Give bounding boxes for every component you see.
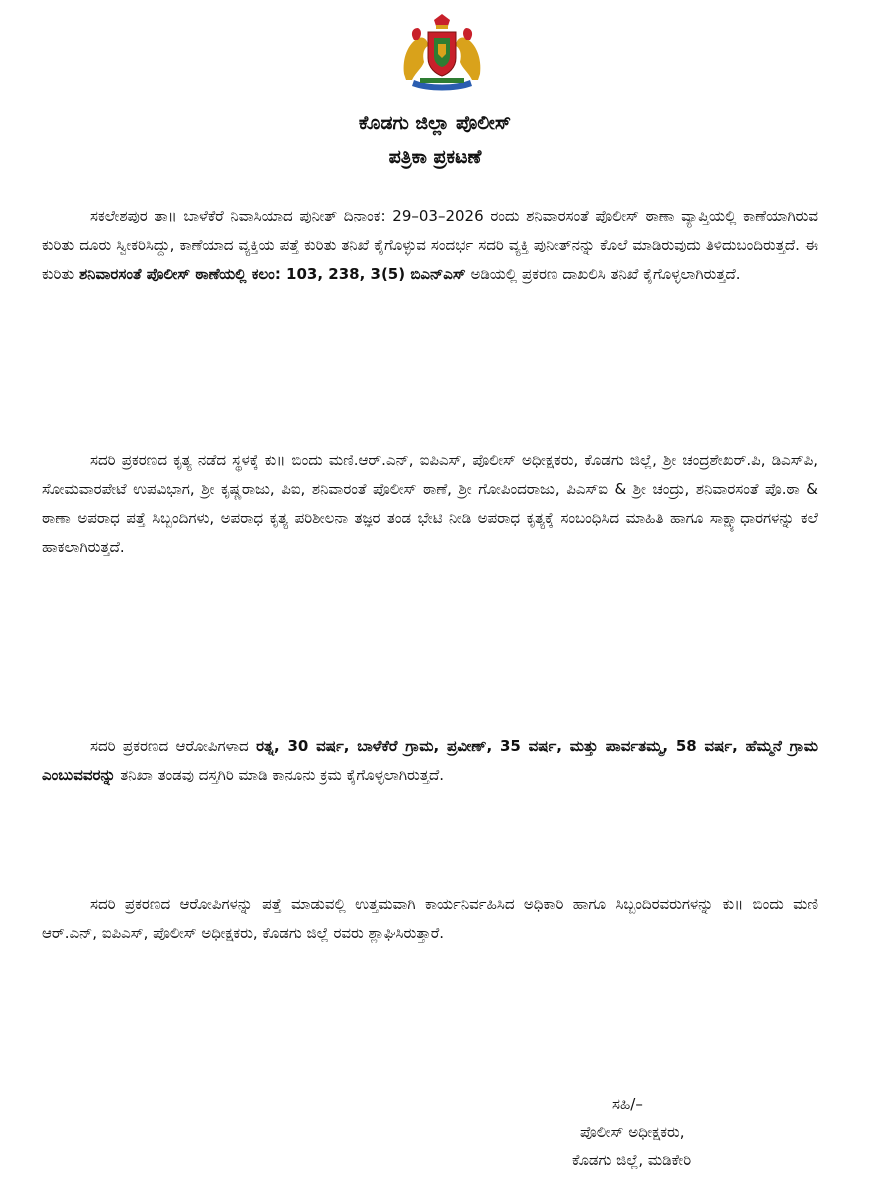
karnataka-state-emblem-icon xyxy=(400,14,484,92)
paragraph-investigation xyxy=(42,446,818,562)
signature-mark: ಸಹಿ/– xyxy=(612,1095,643,1113)
signatory-designation: ಪೊಲೀಸ್ ಅಧೀಕ್ಷಕರು, xyxy=(580,1123,685,1141)
text-segment: ಸದರಿ ಪ್ರಕರಣದ ಆರೋಪಿಗಳನ್ನು ಪತ್ತೆ ಮಾಡುವಲ್ಲಿ ಉತ್ತಮವಾಗಿ ಕಾರ್ಯನಿರ್ವಹಿಸಿದ ಅಧಿಕಾರಿ ಹಾಗೂ ಸಿಬ್ಬಂದಿರವರುಗಳನ್ನು ಕು॥ ಬಿಂದು ಮಣಿ ಆರ್.ಎನ್, ಐಪಿಎಸ್, ಪೊಲೀಸ್ ಅಧೀಕ್ಷಕರು, ಕೊಡಗು ಜಿಲ್ಲೆ ರವರು ಶ್ಲಾಘಿಸಿರುತ್ತಾರೆ. xyxy=(42,895,818,942)
text-segment: ಅಡಿಯಲ್ಲಿ ಪ್ರಕರಣ ದಾಖಲಿಸಿ ತನಿಖೆ ಕೈಗೊಳ್ಳಲಾಗಿರುತ್ತದೆ. xyxy=(465,265,741,283)
paragraph-complaint xyxy=(42,202,818,289)
text-segment: ಸದರಿ ಪ್ರಕರಣದ ಕೃತ್ಯ ನಡೆದ ಸ್ಥಳಕ್ಕೆ ಕು॥ ಬಿಂದು ಮಣಿ.ಆರ್.ಎನ್, ಐಪಿಎಸ್, ಪೊಲೀಸ್ ಅಧೀಕ್ಷಕರು, ಕೊಡಗು ಜಿಲ್ಲೆ, ಶ್ರೀ ಚಂದ್ರಶೇಖರ್.ಪಿ, ಡಿಎಸ್‌ಪಿ, ಸೋಮವಾರಪೇಟೆ ಉಪವಿಭಾಗ, ಶ್ರೀ ಕೃಷ್ಣರಾಜು, ಪಿಐ, ಶನಿವಾರಂತೆ ಪೊಲೀಸ್ ಠಾಣೆ, ಶ್ರೀ ಗೋಪಿಂದರಾಜು, ಪಿಎಸ್‌ಐ & ಶ್ರೀ ಚಂದ್ರು, ಶನಿವಾರಸಂತೆ ಪೊ.ಠಾ & ಠಾಣಾ ಅಪರಾಧ ಪತ್ತೆ ಸಿಬ್ಬಂದಿಗಳು, ಅಪರಾಧ ಕೃತ್ಯ ಪರಿಶೀಲನಾ ತಜ್ಞರ ತಂಡ ಭೇಟಿ ನೀಡಿ ಅಪರಾಧ ಕೃತ್ಯಕ್ಕೆ ಸಂಬಂಧಿಸಿದ ಮಾಹಿತಿ ಹಾಗೂ ಸಾಕ್ಷ್ಯಾಧಾರಗಳನ್ನು ಕಲೆ ಹಾಕಲಾಗಿರುತ್ತದೆ. xyxy=(42,451,818,556)
press-release-title: ಪತ್ರಿಕಾ ಪ್ರಕಟಣೆ xyxy=(388,146,482,168)
paragraph-appreciation xyxy=(42,890,818,948)
text-segment: ಸದರಿ ಪ್ರಕರಣದ ಆರೋಪಿಗಳಾದ xyxy=(90,737,257,755)
text-segment: ಸಕಲೇಶಪುರ ತಾ॥ ಬಾಳೆಕೆರೆ ನಿವಾಸಿಯಾದ ಪುನೀತ್ ದಿನಾಂಕ: 29–03–2026 ರಂದು ಶನಿವಾರಸಂತೆ ಪೊಲೀಸ್ ಠಾಣಾ ವ್ಯಾಪ್ತಿಯಲ್ಲಿ ಕಾಣೆಯಾಗಿರುವ ಕುರಿತು ದೂರು ಸ್ವೀಕರಿಸಿದ್ದು, ಕಾಣೆಯಾದ ವ್ಯಕ್ತಿಯ ಪತ್ತೆ ಕುರಿತು ತನಿಖೆ ಕೈಗೊಳ್ಳುವ ಸಂದರ್ಭ ಸದರಿ ವ್ಯಕ್ತಿ ಪುನೀತ್‌ನನ್ನು ಕೊಲೆ ಮಾಡಿರುವುದು ತಿಳಿದುಬಂದಿರುತ್ತದೆ. ಈ ಕುರಿತು xyxy=(42,207,818,283)
text-segment: ತನಿಖಾ ತಂಡವು ದಸ್ತಗಿರಿ ಮಾಡಿ ಕಾನೂನು ಕ್ರಮ ಕೈಗೊಳ್ಳಲಾಗಿರುತ್ತದೆ. xyxy=(115,766,445,784)
office-heading: ಕೊಡಗು ಜಿಲ್ಲಾ ಪೊಲೀಸ್ xyxy=(358,112,512,134)
bold-text-segment: ಶನಿವಾರಸಂತೆ ಪೊಲೀಸ್ ಠಾಣೆಯಲ್ಲಿ ಕಲಂ: 103, 238, 3(5) ಬಿಎನ್‌ಎಸ್ xyxy=(78,265,466,283)
paragraph-arrest xyxy=(42,732,818,790)
bold-text-segment: ರತ್ನ, 30 ವರ್ಷ, ಬಾಳೆಕೆರೆ ಗ್ರಾಮ, ಪ್ರವೀಣ್, 35 ವರ್ಷ, ಮತ್ತು ಪಾರ್ವತಮ್ಮ, 58 ವರ್ಷ, ಹೆಮ್ಮನೆ ಗ್ರಾಮ ಎಂಬುವವರನ್ನು xyxy=(42,737,818,784)
signatory-office: ಕೊಡಗು ಜಿಲ್ಲೆ, ಮಡಿಕೇರಿ xyxy=(572,1151,692,1169)
